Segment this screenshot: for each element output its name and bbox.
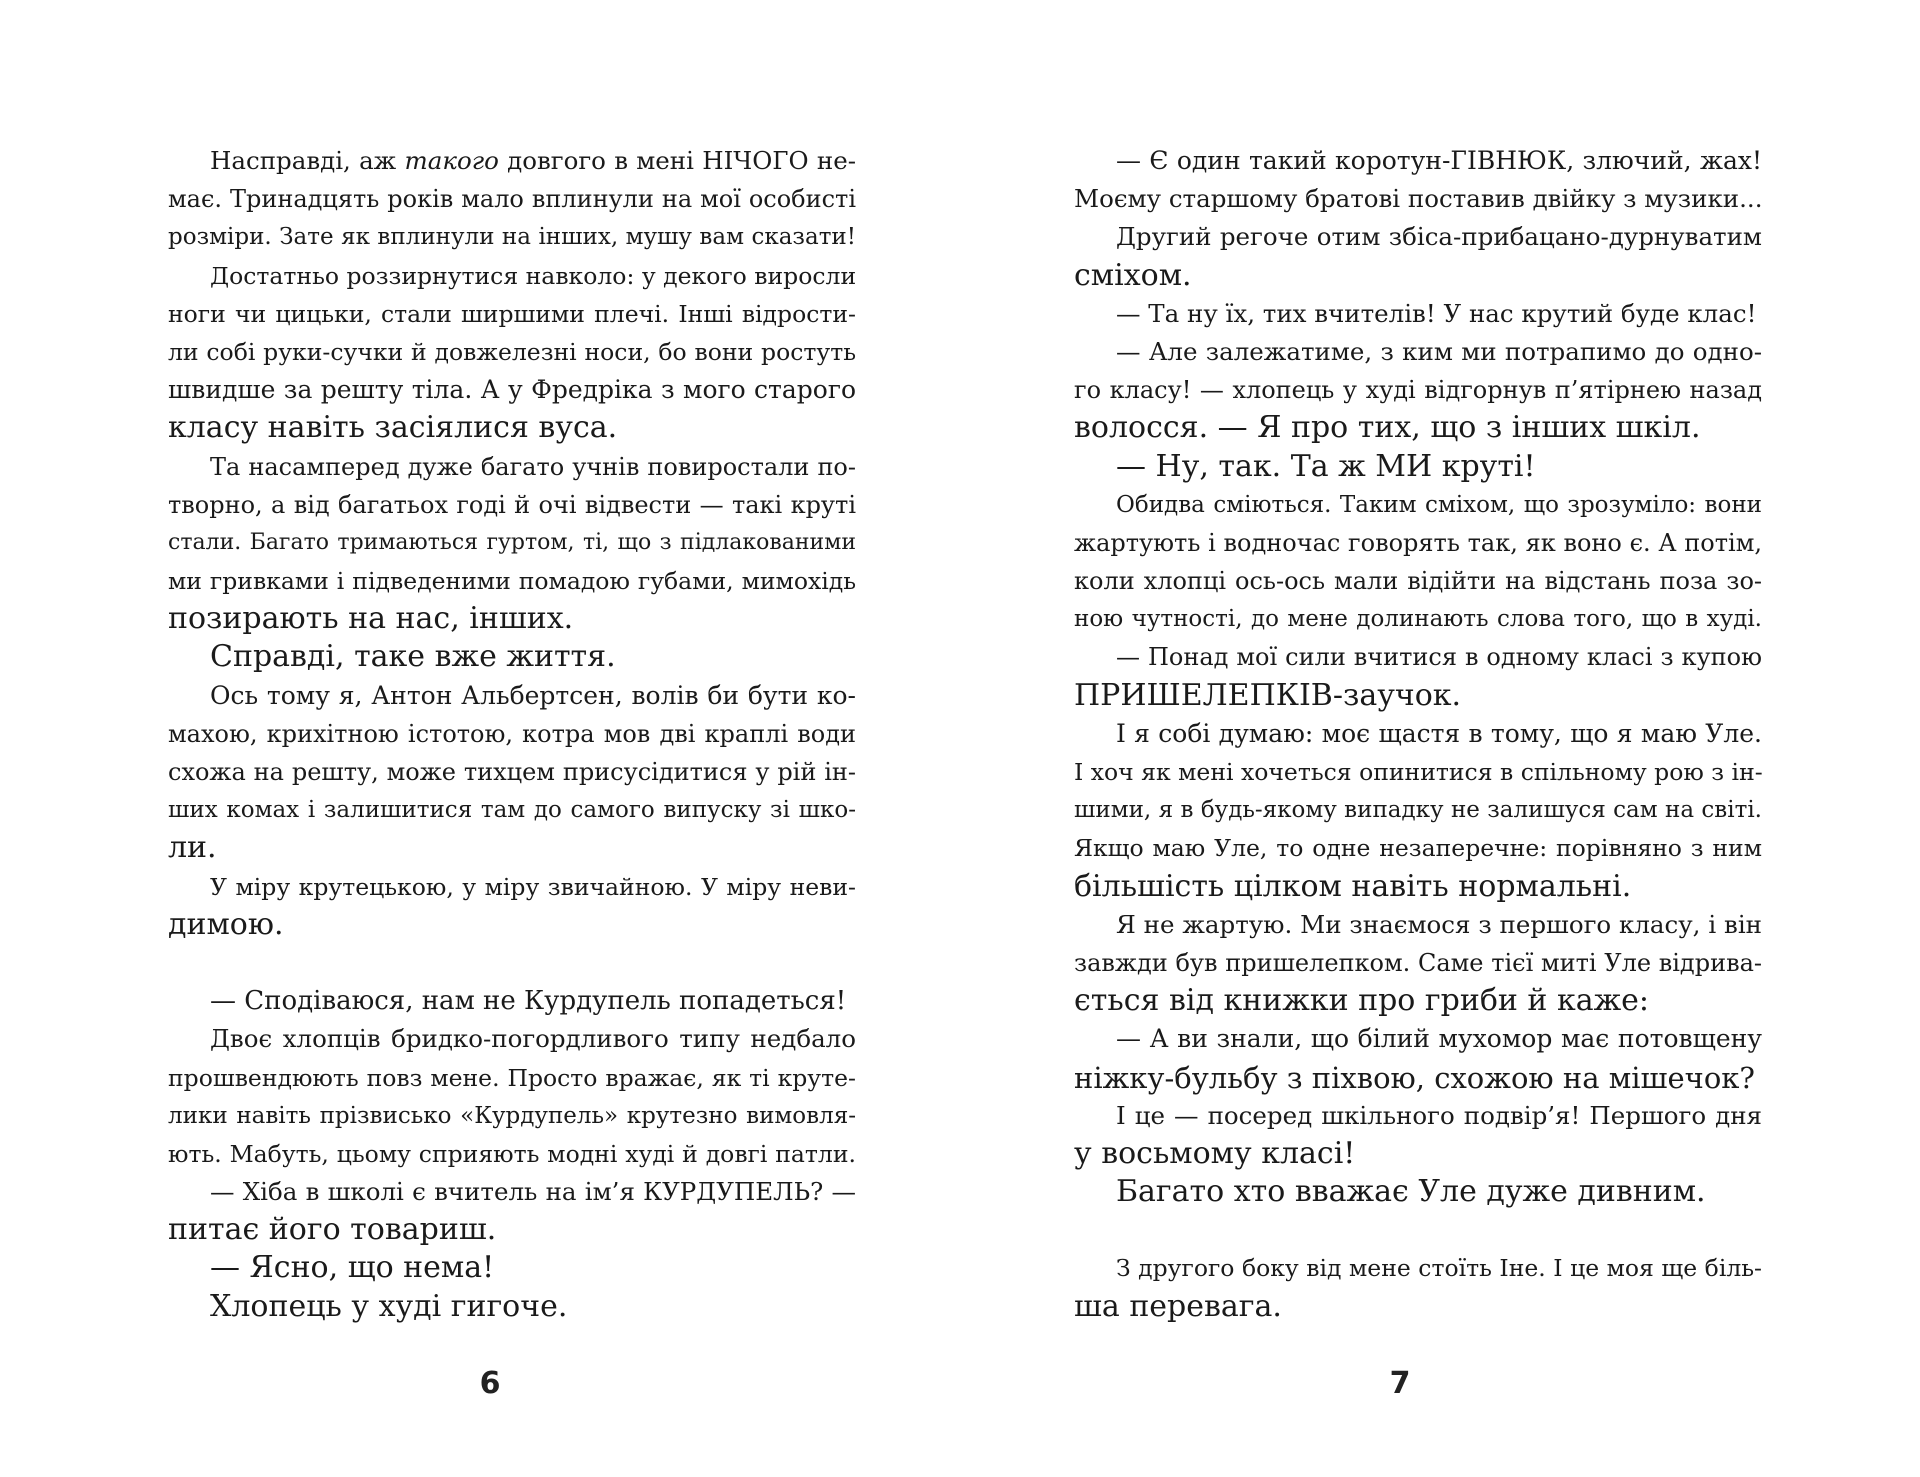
text-line: Якщо маю Уле, то одне незаперечне: порівняно з ним [1074, 834, 1762, 863]
text-line [168, 944, 856, 982]
text-line: ноги чи цицьки, стали ширшими плечі. Інші відрости- [168, 299, 856, 328]
text-line: ша перевага. [1074, 1288, 1282, 1324]
text-line: творно, а від багатьох годі й очі відвести — такі круті [168, 490, 856, 519]
text-line: З другого боку від мене стоїть Іне. І це моя ще біль- [1116, 1254, 1762, 1283]
right-page [960, 0, 1920, 1477]
text-line: Достатньо роззирнутися навколо: у декого виросли [210, 261, 857, 290]
text-line: — Хіба в школі є вчитель на ім’я КУРДУПЕЛЬ? — [210, 1177, 856, 1207]
text-line: ли. [168, 830, 217, 866]
text-line: жартують і водночас говорять так, як воно є. А потім, [1074, 528, 1762, 557]
text-line: — Понад мої сили вчитися в одному класі з купою [1116, 643, 1762, 672]
text-line: І це — посеред шкільного подвір’я! Першого дня [1116, 1100, 1762, 1130]
text-line: — Сподіваюся, нам не Курдупель попадеться! [210, 986, 847, 1017]
text-line [168, 142, 856, 180]
italic-word: такого [404, 146, 499, 175]
text-line: сміхом. [1074, 257, 1192, 293]
text-line: шими, я в будь-якому випадку не залишуся сам на світі. [1074, 797, 1762, 824]
text-line: ється від книжки про гриби й каже: [1074, 983, 1650, 1019]
text-line: го класу! — хлопець у худі відгорнув п’ятірнею назад [1074, 376, 1762, 405]
text-line: Ось тому я, Антон Альбертсен, волів би бути ко- [210, 680, 856, 710]
text-line [1074, 1211, 1762, 1249]
text-line: — Є один такий коротун-ГІВНЮК, злючий, жах! [1116, 146, 1762, 175]
text-line: Моєму старшому братові поставив двійку з музики... [1074, 184, 1763, 214]
text-line: завжди був пришелепком. Саме тієї миті Уле відрива- [1074, 948, 1762, 977]
page-number-right: 7 [1389, 1366, 1411, 1401]
text-line: махою, крихітною істотою, котра мов дві краплі води [168, 719, 856, 748]
text-fragment: довгого в мені НІЧОГО не- [498, 146, 856, 175]
text-line: Справді, таке вже життя. [210, 639, 616, 675]
text-line: схожа на решту, може тихцем присусідитися у рій ін- [168, 758, 856, 786]
text-line: Та насамперед дуже багато учнів повиростали по- [210, 452, 856, 481]
text-line: ПРИШЕЛЕПКІВ-заучок. [1074, 677, 1462, 713]
text-line: Хлопець у худі гигоче. [210, 1288, 568, 1324]
text-line: І хоч як мені хочеться опинитися в спільному рою з ін- [1074, 758, 1763, 786]
text-line: класу навіть засіялися вуса. [168, 410, 618, 446]
text-line: прошвендюють повз мене. Просто вражає, як ті круте- [168, 1063, 856, 1092]
text-line: коли хлопці ось-ось мали відійти на відстань поза зо- [1074, 567, 1762, 596]
text-line: У міру крутецькою, у міру звичайною. У міру неви- [210, 872, 856, 901]
text-line: Обидва сміються. Таким сміхом, що зрозуміло: вони [1116, 491, 1762, 518]
text-line: ших комах і залишитися там до самого випуску зі шко- [168, 797, 856, 824]
text-line: розміри. Зате як вплинули на інших, мушу вам сказати! [168, 224, 856, 251]
text-line: ми гривками і підведеними помадою губами, мимохідь [168, 567, 856, 596]
text-line: стали. Багато тримаються гуртом, ті, що з підлакованими [168, 529, 856, 555]
text-line: І я собі думаю: моє щастя в тому, що я маю Уле. [1116, 718, 1762, 748]
text-line: — А ви знали, що білий мухомор має потовщену [1116, 1024, 1762, 1054]
text-line: ніжку-бульбу з піхвою, схожою на мішечок? [1074, 1060, 1755, 1095]
right-page-text [1074, 142, 1762, 1326]
text-line: швидше за решту тіла. А у Фредріка з мого старого [168, 375, 856, 405]
text-line: лики навіть прізвисько «Курдупель» крутезно вимовля- [168, 1102, 856, 1129]
text-line: — Але залежатиме, з ким ми потрапимо до одно- [1116, 336, 1762, 366]
text-line: — Та ну їх, тих вчителів! У нас крутий буде клас! [1116, 298, 1757, 328]
text-line: Я не жартую. Ми знаємося з першого класу, і він [1116, 909, 1762, 939]
text-line: ною чутності, до мене долинають слова того, що в худі. [1074, 606, 1762, 633]
text-line: — Ну, так. Та ж МИ круті! [1116, 448, 1536, 484]
text-line: димою. [168, 906, 284, 942]
text-line: позирають на нас, інших. [168, 601, 574, 637]
text-line: більшість цілком навіть нормальні. [1074, 868, 1632, 904]
text-line: ли собі руки-сучки й довжелезні носи, бо вони ростуть [168, 337, 856, 366]
text-line: у восьмому класі! [1074, 1135, 1356, 1171]
text-line: питає його товариш. [168, 1212, 497, 1248]
text-line: волосся. — Я про тих, що з інших шкіл. [1074, 410, 1701, 446]
text-line: — Ясно, що нема! [210, 1250, 495, 1286]
left-page-text [168, 142, 856, 1326]
text-line: Багато хто вважає Уле дуже дивним. [1116, 1174, 1706, 1210]
text-line: Двоє хлопців бридко-погордливого типу недбало [210, 1024, 856, 1054]
text-line: має. Тринадцять років мало вплинули на мої особисті [168, 185, 856, 214]
text-line: Другий регоче отим збіса-прибацано-дурнуватим [1116, 222, 1762, 252]
text-fragment: Насправді, аж [210, 146, 405, 175]
text-line: ють. Мабуть, цьому сприяють модні худі й довгі патли. [168, 1139, 856, 1168]
page-number-left: 6 [479, 1366, 501, 1401]
